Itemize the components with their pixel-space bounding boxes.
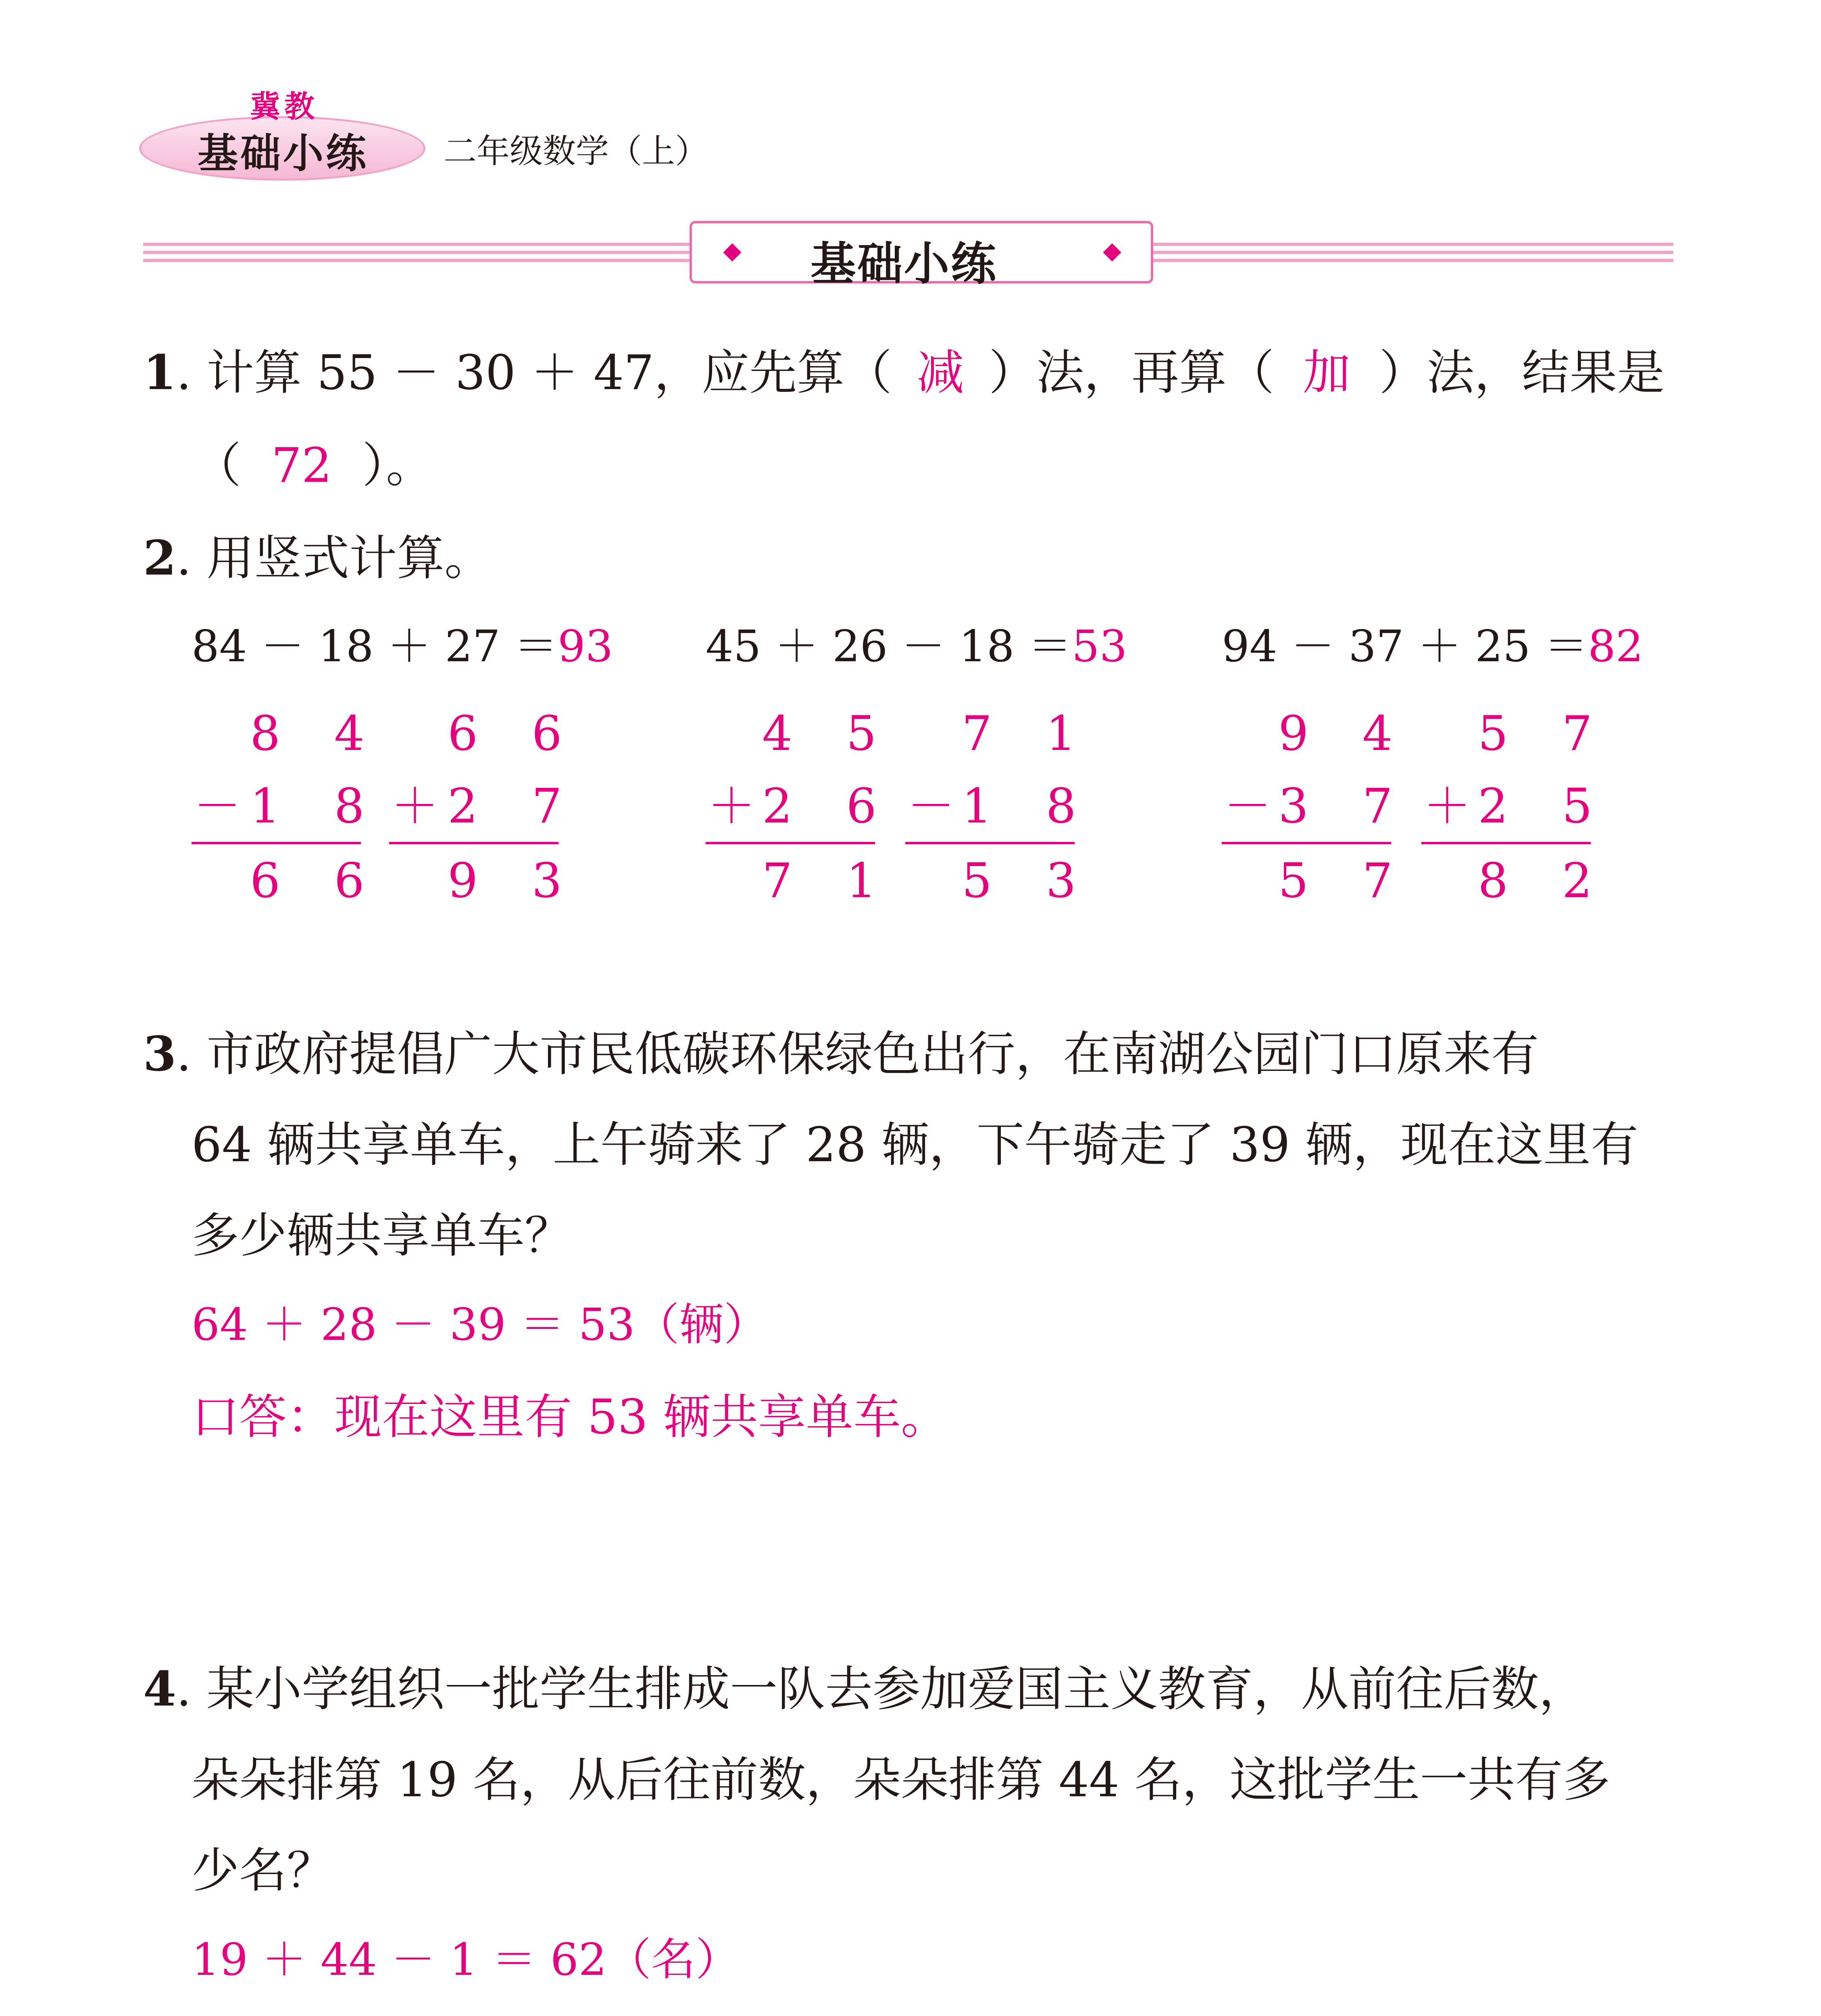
q2-item2-step1-top: 4 5 bbox=[762, 706, 896, 761]
q1-close-paren: ）。 bbox=[362, 437, 434, 493]
series-logo-title: 基础小练 bbox=[198, 130, 369, 177]
q3-answer-expression: 64 ＋ 28 － 39 ＝ 53（辆） bbox=[192, 1299, 768, 1350]
q2-item3-step2-top: 5 7 bbox=[1478, 706, 1612, 761]
q1-line2 bbox=[194, 437, 434, 493]
q1-answer-1: 减 bbox=[917, 345, 965, 400]
grade-label: 二年级数学（上） bbox=[444, 132, 708, 171]
q4-line2: 朵朵排第 19 名，从后往前数，朵朵排第 44 名，这批学生一共有多 bbox=[192, 1752, 1611, 1808]
q2-prompt: . 用竖式计算。 bbox=[176, 530, 492, 586]
q2-item1-step1-op: － bbox=[194, 778, 261, 834]
q2-item3-step2-result: 8 2 bbox=[1478, 853, 1612, 908]
q2-item3-step1-top: 9 4 bbox=[1278, 706, 1412, 761]
q2-item2-step1-line bbox=[706, 842, 875, 844]
q2-item1-expr: 84 － 18 ＋ 27 ＝ bbox=[192, 621, 558, 672]
q2-item2-step1-result: 7 1 bbox=[762, 853, 896, 908]
q1-text-b: ）法，再算（ bbox=[989, 345, 1275, 400]
q2-item2-step2-result: 5 3 bbox=[962, 853, 1096, 908]
q2-item3-expr: 94 － 37 ＋ 25 ＝ bbox=[1222, 621, 1588, 672]
q3-line1 bbox=[143, 1026, 1539, 1082]
q3-number: 3 bbox=[143, 1026, 177, 1082]
q3-line3: 多少辆共享单车？ bbox=[192, 1208, 573, 1263]
q2-item2-result: 53 bbox=[1071, 621, 1127, 672]
q1-open-paren: （ bbox=[194, 437, 242, 493]
q2-item1-step1-result: 6 6 bbox=[250, 853, 384, 908]
q1-text-a: . 计算 55 － 30 ＋ 47，应先算（ bbox=[176, 345, 892, 400]
q1-answer-3: 72 bbox=[271, 437, 332, 493]
q4-line3: 少名？ bbox=[192, 1843, 335, 1898]
q4-answer-expression: 19 ＋ 44 － 1 ＝ 62（名） bbox=[192, 1934, 740, 1985]
q2-item1-step1-line bbox=[192, 842, 361, 844]
q2-item1-step1-top: 8 4 bbox=[250, 706, 384, 761]
q4-text-line1: . 某小学组织一批学生排成一队去参加爱国主义教育，从前往后数， bbox=[176, 1661, 1587, 1717]
q2-item2-expr: 45 ＋ 26 － 18 ＝ bbox=[706, 621, 1072, 672]
q3-line2: 64 辆共享单车，上午骑来了 28 辆，下午骑走了 39 辆，现在这里有 bbox=[192, 1117, 1638, 1173]
q2-item1-step2-line bbox=[389, 842, 558, 844]
q1-text-c: ）法，结果是 bbox=[1379, 345, 1665, 400]
q2-item2-step2-top: 7 1 bbox=[962, 706, 1096, 761]
q2-item2-step1-op: ＋ bbox=[708, 778, 775, 834]
q2-item3-step2-line bbox=[1421, 842, 1591, 844]
q1-answer-2: 加 bbox=[1303, 345, 1351, 400]
q2-item3-expression bbox=[1222, 621, 1644, 672]
q2-item3-step1-line bbox=[1222, 842, 1391, 844]
q2-item3-step2-bottom: 2 5 bbox=[1478, 778, 1612, 834]
q2-item2-step2-line bbox=[905, 842, 1075, 844]
q2-item3-result: 82 bbox=[1588, 621, 1644, 672]
q2-item1-step2-bottom: 2 7 bbox=[448, 778, 581, 834]
q3-text-line1: . 市政府提倡广大市民低碳环保绿色出行，在南湖公园门口原来有 bbox=[176, 1026, 1539, 1082]
q2-item3-step1-bottom: 3 7 bbox=[1278, 778, 1412, 834]
q2-item3-step2-op: ＋ bbox=[1423, 778, 1491, 834]
q2-item1-result: 93 bbox=[557, 621, 613, 672]
q2-item3-step1-result: 5 7 bbox=[1278, 853, 1412, 908]
q2-item1-expression bbox=[192, 621, 613, 672]
q2-item3-step1-op: － bbox=[1224, 778, 1291, 834]
q2-item1-step2-op: ＋ bbox=[391, 778, 458, 834]
q2-prompt-line bbox=[143, 530, 492, 586]
q2-item2-step2-bottom: 1 8 bbox=[962, 778, 1096, 834]
q2-item2-expression bbox=[706, 621, 1127, 672]
q1-line1 bbox=[143, 344, 1665, 400]
q4-number: 4 bbox=[143, 1661, 177, 1717]
q2-number: 2 bbox=[143, 530, 177, 586]
q1-number: 1 bbox=[143, 344, 177, 400]
q2-item1-step2-result: 9 3 bbox=[448, 853, 581, 908]
q3-answer-text: 口答：现在这里有 53 辆共享单车。 bbox=[192, 1389, 949, 1445]
q2-item1-step2-top: 6 6 bbox=[448, 706, 581, 761]
banner-title: 基础小练 bbox=[810, 238, 998, 290]
publisher-label: 冀教 bbox=[250, 89, 319, 124]
q4-line1 bbox=[143, 1661, 1587, 1717]
q2-item2-step1-bottom: 2 6 bbox=[762, 778, 896, 834]
q2-item2-step2-op: － bbox=[907, 778, 975, 834]
q2-item1-step1-bottom: 1 8 bbox=[250, 778, 384, 834]
